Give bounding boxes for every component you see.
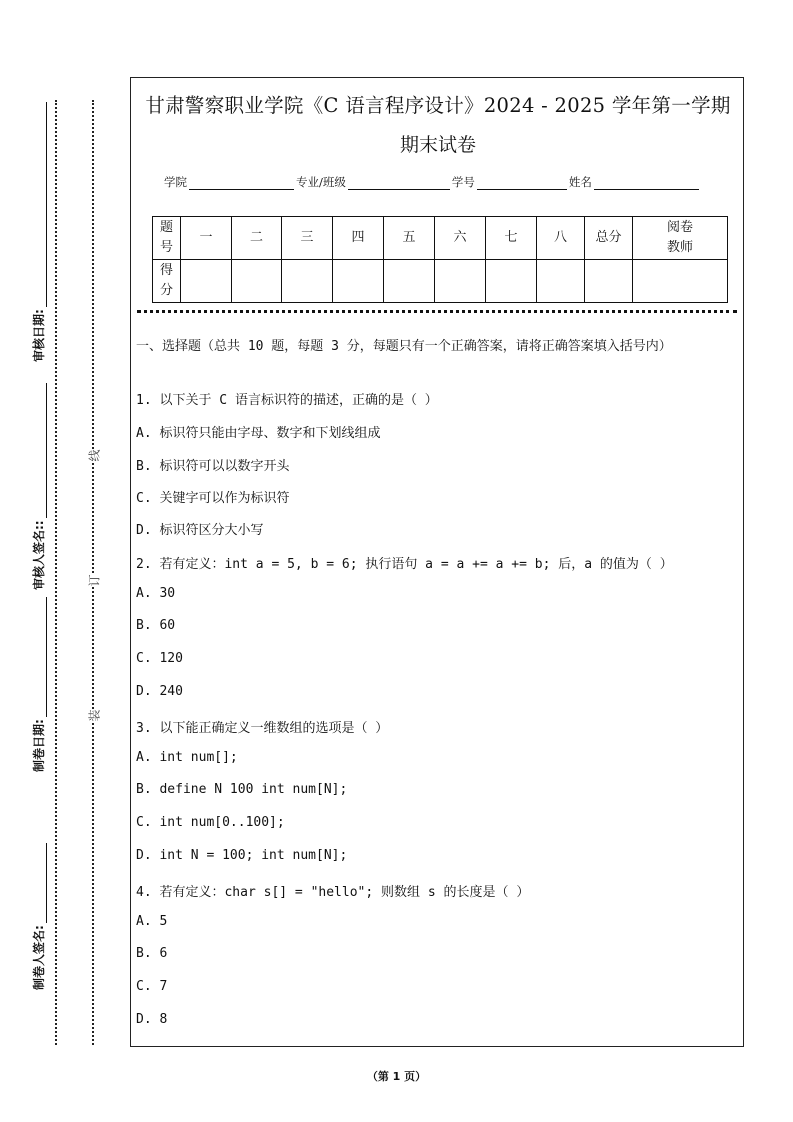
option: B. 60 (136, 618, 176, 633)
score-cell[interactable] (282, 260, 333, 303)
option: C. 关键字可以作为标识符 (136, 491, 290, 506)
student-info-row (164, 174, 701, 190)
col-header: 六 (435, 217, 486, 260)
option: C. 120 (136, 651, 183, 666)
option: A. 30 (136, 586, 176, 601)
score-cell[interactable] (181, 260, 232, 303)
field-college-label: 学院 (164, 175, 187, 189)
option: B. define N 100 int num[N]; (136, 782, 348, 797)
score-table (152, 216, 728, 303)
option: C. int num[0..100]; (136, 815, 285, 830)
question-stem: 4. 若有定义：char s[] = "hello"; 则数组 s 的长度是（ ） (136, 885, 530, 900)
score-cell[interactable] (537, 260, 585, 303)
field-id-label: 学号 (451, 175, 475, 189)
col-header: 二 (232, 217, 282, 260)
score-cell[interactable] (486, 260, 537, 303)
col-header: 七 (486, 217, 537, 260)
bind-mark-pack: 装 (87, 709, 102, 722)
question-stem: 2. 若有定义：int a = 5, b = 6; 执行语句 a = a += a += b; 后，a 的值为（ ） (136, 557, 673, 572)
row-label-question: 题 号 (153, 217, 181, 260)
option: C. 7 (136, 979, 168, 994)
exam-frame (130, 77, 744, 1047)
score-values-row (153, 260, 728, 303)
option: A. int num[]; (136, 750, 238, 765)
reviewer-sign-label: 审核人签名:: (32, 520, 46, 590)
score-cell[interactable] (232, 260, 282, 303)
binding-dotted-line-inner (92, 100, 94, 1045)
reviewer-date-label: 审核日期: (32, 309, 46, 362)
exam-subtitle: 期末试卷 (399, 134, 476, 156)
option: D. 标识符区分大小写 (136, 523, 264, 538)
field-name-label: 姓名 (568, 175, 592, 189)
col-header: 总分 (585, 217, 633, 260)
option: A. 标识符只能由字母、数字和下划线组成 (136, 426, 381, 441)
col-header: 一 (181, 217, 232, 260)
row-label-score: 得 分 (153, 260, 181, 303)
college-blank[interactable] (189, 177, 294, 190)
reviewer-date-field (30, 102, 47, 362)
separator-dotted-line (137, 310, 737, 313)
id-blank[interactable] (477, 177, 567, 190)
col-header: 八 (537, 217, 585, 260)
page-number: （第 1 页） (366, 1070, 427, 1083)
question-stem: 3. 以下能正确定义一维数组的选项是（ ） (136, 721, 389, 736)
score-cell[interactable] (384, 260, 435, 303)
option: A. 5 (136, 914, 168, 929)
class-blank[interactable] (348, 177, 450, 190)
option: D. int N = 100; int num[N]; (136, 848, 348, 863)
bind-mark-line: 线 (87, 449, 102, 462)
col-header: 阅卷 教师 (633, 217, 728, 260)
field-class-label: 专业/班级 (296, 175, 346, 189)
col-header: 三 (282, 217, 333, 260)
score-cell[interactable] (333, 260, 384, 303)
score-header-row (153, 217, 728, 260)
section-heading: 一、选择题（总共 10 题，每题 3 分，每题只有一个正确答案，请将正确答案填入括号内） (136, 339, 672, 354)
option: D. 8 (136, 1012, 168, 1027)
question-stem: 1. 以下关于 C 语言标识符的描述，正确的是（ ） (136, 393, 438, 408)
maker-sign-label: 制卷人签名: (32, 925, 46, 990)
col-header: 五 (384, 217, 435, 260)
option: D. 240 (136, 684, 183, 699)
binding-dotted-line-outer (55, 100, 57, 1045)
exam-title: 甘肃警察职业学院《C 语言程序设计》2024 - 2025 学年第一学期 (145, 94, 731, 117)
score-cell[interactable] (435, 260, 486, 303)
maker-date-label: 制卷日期: (32, 719, 46, 772)
reviewer-sign-field (30, 383, 47, 590)
bind-mark-order: 订 (87, 574, 102, 587)
col-header: 四 (333, 217, 384, 260)
option: B. 6 (136, 946, 168, 961)
score-cell[interactable] (633, 260, 728, 303)
name-blank[interactable] (594, 177, 699, 190)
option: B. 标识符可以以数字开头 (136, 459, 290, 474)
maker-sign-field (30, 843, 47, 990)
maker-date-field (30, 597, 47, 772)
score-cell[interactable] (585, 260, 633, 303)
